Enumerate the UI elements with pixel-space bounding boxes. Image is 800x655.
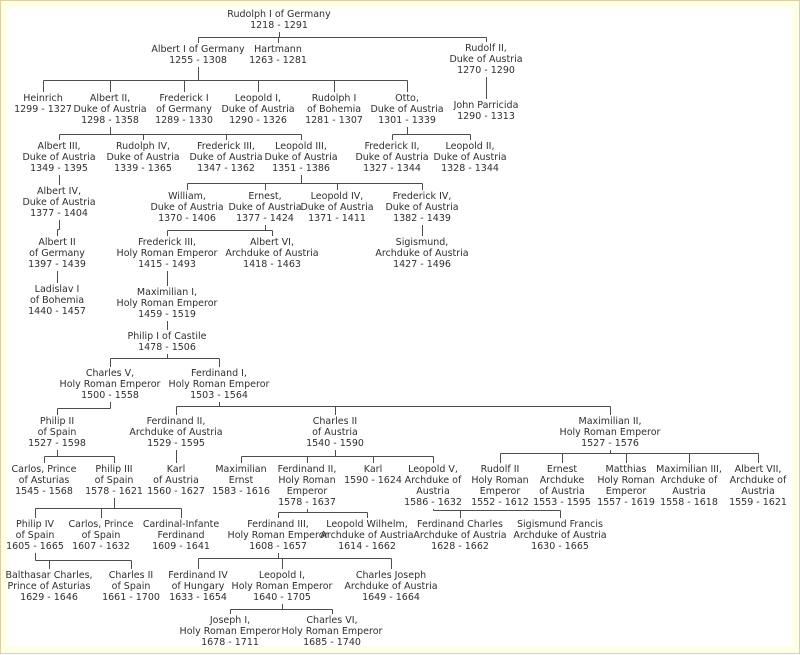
person-maximilian3-austria	[656, 464, 722, 508]
person-albert1-germany	[151, 44, 244, 66]
person-name: Ferdinand III,	[247, 519, 309, 530]
person-name: of Germany	[156, 104, 212, 115]
person-philip4-spain	[6, 519, 64, 552]
person-name: Albert I of Germany	[151, 44, 245, 55]
person-name: Rudolf II	[480, 464, 520, 475]
person-carlos-asturias	[12, 464, 77, 497]
person-name: Ferdinand I,	[191, 368, 247, 379]
person-years: 1347 - 1362	[197, 163, 255, 174]
person-name: Holy Roman Emperor	[231, 581, 333, 592]
person-charles2-spain	[102, 570, 160, 603]
person-leopold2-austria	[433, 141, 506, 174]
person-name: John Parricida	[453, 100, 519, 111]
person-name: Albert III,	[37, 141, 81, 152]
person-years: 1629 - 1646	[20, 592, 78, 603]
person-name: Carlos, Prince	[11, 464, 77, 475]
person-ferdinand2-austria	[129, 416, 222, 449]
person-name: Leopold II,	[445, 141, 495, 152]
person-years: 1298 - 1358	[81, 115, 139, 126]
person-name: Archduke of	[660, 475, 718, 486]
person-years: 1661 - 1700	[102, 592, 160, 603]
person-years: 1440 - 1457	[28, 306, 86, 317]
person-years: 1263 - 1281	[249, 55, 307, 66]
person-name: Duke of Austria	[385, 202, 459, 213]
person-sigismund-austria	[375, 237, 468, 270]
person-frederick1-germany	[155, 93, 213, 126]
person-ernest-archduke	[533, 464, 591, 508]
person-years: 1377 - 1404	[30, 208, 88, 219]
person-name: Duke of Austria	[73, 104, 147, 115]
person-years: 1290 - 1326	[229, 115, 287, 126]
person-years: 1630 - 1665	[531, 541, 589, 552]
person-name: of Austria	[539, 486, 585, 497]
person-name: Leopold Wilhelm,	[326, 519, 408, 530]
person-name: Emperor	[605, 486, 647, 497]
person-hartmann	[249, 44, 307, 66]
person-name: Frederick I	[159, 93, 209, 104]
person-name: Karl	[166, 464, 186, 475]
person-rudolf2-hre	[471, 464, 529, 508]
person-name: Philip IV	[15, 519, 55, 530]
person-years: 1527 - 1598	[28, 438, 86, 449]
person-years: 1503 - 1564	[190, 390, 248, 401]
person-name: of Spain	[94, 475, 134, 486]
person-years: 1270 - 1290	[457, 65, 515, 76]
person-name: Karl	[363, 464, 383, 475]
person-years: 1301 - 1339	[378, 115, 436, 126]
person-name: Philip I of Castile	[127, 331, 207, 342]
person-name: Archduke of Austria	[344, 581, 438, 592]
person-name: Charles II	[108, 570, 154, 581]
person-years: 1281 - 1307	[305, 115, 363, 126]
person-name: Archduke of Austria	[375, 248, 469, 259]
person-years: 1552 - 1612	[471, 497, 529, 508]
person-maximilian1-hre	[117, 287, 218, 320]
person-name: Maximilian III,	[656, 464, 722, 475]
person-name: Duke of Austria	[433, 152, 507, 163]
person-name: Prince of Asturias	[7, 581, 91, 592]
person-name: Frederick IV,	[392, 191, 452, 202]
person-name: Albert VI,	[250, 237, 294, 248]
person-name: Maximilian II,	[578, 416, 642, 427]
person-years: 1382 - 1439	[393, 213, 451, 224]
person-name: Ladislav I	[34, 284, 80, 295]
person-name: Duke of Austria	[355, 152, 429, 163]
person-years: 1459 - 1519	[138, 309, 196, 320]
person-name: Balthasar Charles,	[5, 570, 93, 581]
person-years: 1299 - 1327	[14, 104, 72, 115]
person-name: of Hungary	[171, 581, 225, 592]
person-rudolph1-bohemia	[305, 93, 363, 126]
person-years: 1478 - 1506	[138, 342, 196, 353]
person-name: Albert IV,	[37, 186, 81, 197]
person-name: Ernst	[228, 475, 254, 486]
person-name: William,	[168, 191, 206, 202]
person-philip3-spain	[85, 464, 143, 497]
person-karl	[344, 464, 402, 486]
person-name: Duke of Austria	[370, 104, 444, 115]
person-frederick4-austria	[385, 191, 458, 224]
person-years: 1349 - 1395	[30, 163, 88, 174]
person-years: 1351 - 1386	[272, 163, 330, 174]
person-name: of Spain	[15, 530, 55, 541]
person-name: Cardinal-Infante	[142, 519, 220, 530]
person-name: Rudolph I	[311, 93, 357, 104]
person-name: of Spain	[37, 427, 77, 438]
person-name: Rudolph I of Germany	[227, 9, 331, 20]
tree-nodes	[1, 1, 800, 655]
person-years: 1685 - 1740	[303, 637, 361, 648]
person-years: 1289 - 1330	[155, 115, 213, 126]
person-name: Ferdinand	[157, 530, 205, 541]
person-albert6-austria	[225, 237, 318, 270]
person-name: Maximilian I,	[136, 287, 198, 298]
person-years: 1328 - 1344	[441, 163, 499, 174]
person-name: Charles II	[312, 416, 358, 427]
person-balthasar-charles	[5, 570, 92, 603]
person-years: 1607 - 1632	[72, 541, 130, 552]
person-name: of Bohemia	[29, 295, 85, 306]
person-years: 1605 - 1665	[6, 541, 64, 552]
person-albert3-austria	[22, 141, 95, 174]
person-name: Holy Roman Emperor	[281, 626, 383, 637]
person-name: Maximilian	[215, 464, 267, 475]
person-years: 1558 - 1618	[660, 497, 718, 508]
person-name: Leopold I,	[234, 93, 282, 104]
person-years: 1628 - 1662	[431, 541, 489, 552]
person-name: Duke of Austria	[449, 54, 523, 65]
person-name: Frederick II,	[364, 141, 420, 152]
person-years: 1339 - 1365	[114, 163, 172, 174]
person-joseph1-hre	[180, 615, 281, 648]
person-name: of Spain	[81, 530, 121, 541]
person-years: 1557 - 1619	[597, 497, 655, 508]
person-matthias-hre	[597, 464, 655, 508]
person-ferdinand3-hre	[228, 519, 329, 552]
person-name: of Germany	[29, 248, 85, 259]
person-john-parricida	[454, 100, 519, 122]
person-name: Duke of Austria	[221, 104, 295, 115]
person-rudolph4-austria	[106, 141, 179, 174]
person-name: Holy Roman Emperor	[227, 530, 329, 541]
person-maximilian2-hre	[560, 416, 661, 449]
person-years: 1559 - 1621	[729, 497, 787, 508]
person-rudolf2-austria	[449, 43, 522, 76]
person-name: Archduke of	[404, 475, 462, 486]
person-heinrich	[14, 93, 72, 115]
person-name: Albert VII,	[734, 464, 782, 475]
person-name: Ferdinand II,	[277, 464, 337, 475]
person-name: Duke of Austria	[106, 152, 180, 163]
person-name: Duke of Austria	[189, 152, 263, 163]
person-william-austria	[150, 191, 223, 224]
person-name: Frederick III,	[138, 237, 196, 248]
person-charles6-hre	[282, 615, 383, 648]
person-carlos-spain	[69, 519, 134, 552]
person-name: of Asturias	[18, 475, 70, 486]
person-leopold-wilhelm	[320, 519, 413, 552]
person-name: Archduke of Austria	[413, 530, 507, 541]
person-years: 1377 - 1424	[236, 213, 294, 224]
person-years: 1640 - 1705	[253, 592, 311, 603]
person-ferdinand1-hre	[169, 368, 270, 401]
person-name: Austria	[741, 486, 775, 497]
person-name: Duke of Austria	[150, 202, 224, 213]
person-name: Holy Roman Emperor	[116, 298, 218, 309]
person-name: Sigismund,	[395, 237, 449, 248]
person-name: Holy Roman	[597, 475, 655, 486]
person-frederick3-austria	[189, 141, 262, 174]
person-name: Leopold IV,	[310, 191, 364, 202]
person-frederick2-austria	[355, 141, 428, 174]
person-charles-joseph	[344, 570, 437, 603]
person-name: Duke of Austria	[22, 152, 96, 163]
person-philip1-castile	[128, 331, 207, 353]
person-name: Albert II	[38, 237, 76, 248]
person-years: 1608 - 1657	[249, 541, 307, 552]
person-albert4-austria	[22, 186, 95, 219]
person-name: Rudolph IV,	[115, 141, 171, 152]
person-name: of Austria	[312, 427, 358, 438]
person-years: 1614 - 1662	[338, 541, 396, 552]
person-charles5-hre	[60, 368, 161, 401]
person-cardinal-infante	[143, 519, 219, 552]
person-years: 1633 - 1654	[169, 592, 227, 603]
person-years: 1578 - 1621	[85, 486, 143, 497]
person-name: Ernest,	[248, 191, 282, 202]
person-name: Sigismund Francis	[517, 519, 603, 530]
person-frederick3-hre	[117, 237, 218, 270]
person-leopold1-austria	[221, 93, 294, 126]
person-years: 1560 - 1627	[147, 486, 205, 497]
person-years: 1545 - 1568	[15, 486, 73, 497]
person-name: Frederick III,	[197, 141, 255, 152]
person-years: 1418 - 1463	[243, 259, 301, 270]
person-name: Archduke of Austria	[513, 530, 607, 541]
person-albert2-germany	[28, 237, 86, 270]
person-ferdinand2-hre	[278, 464, 337, 508]
person-name: Holy Roman	[471, 475, 529, 486]
person-years: 1255 - 1308	[169, 55, 227, 66]
person-years: 1371 - 1411	[308, 213, 366, 224]
person-years: 1586 - 1632	[404, 497, 462, 508]
person-name: Holy Roman Emperor	[559, 427, 661, 438]
person-years: 1527 - 1576	[581, 438, 639, 449]
person-name: Leopold V,	[408, 464, 458, 475]
person-name: Archduke of Austria	[320, 530, 414, 541]
person-years: 1529 - 1595	[147, 438, 205, 449]
person-years: 1553 - 1595	[533, 497, 591, 508]
person-name: Ernest	[546, 464, 578, 475]
person-name: of Austria	[153, 475, 199, 486]
person-name: Philip III	[95, 464, 133, 475]
person-name: Ferdinand IV	[168, 570, 228, 581]
person-name: Holy Roman Emperor	[168, 379, 270, 390]
person-name: Duke of Austria	[300, 202, 374, 213]
person-name: Archduke of Austria	[129, 427, 223, 438]
person-ladislav1-bohemia	[28, 284, 86, 317]
person-name: Albert II,	[89, 93, 131, 104]
person-name: Hartmann	[254, 44, 302, 55]
person-leopold1-hre	[232, 570, 333, 603]
person-name: Ferdinand Charles	[417, 519, 503, 530]
person-name: Archduke of	[729, 475, 787, 486]
person-name: Matthias	[605, 464, 647, 475]
person-name: Holy Roman	[278, 475, 336, 486]
person-name: Otto,	[395, 93, 419, 104]
person-sigismund-francis	[513, 519, 606, 552]
person-years: 1590 - 1624	[344, 475, 402, 486]
person-name: Archduke of Austria	[225, 248, 319, 259]
person-name: of Spain	[111, 581, 151, 592]
person-ernest-austria	[228, 191, 301, 224]
person-name: Holy Roman Emperor	[59, 379, 161, 390]
person-years: 1370 - 1406	[158, 213, 216, 224]
person-years: 1290 - 1313	[457, 111, 515, 122]
person-years: 1678 - 1711	[201, 637, 259, 648]
person-name: Joseph I,	[209, 615, 251, 626]
person-charles2-austria	[306, 416, 364, 449]
person-leopold4-austria	[300, 191, 373, 224]
person-name: Leopold I,	[258, 570, 306, 581]
person-name: Leopold III,	[275, 141, 327, 152]
person-name: Duke of Austria	[22, 197, 96, 208]
person-albert2-austria	[73, 93, 146, 126]
person-ferdinand4-hungary	[168, 570, 227, 603]
person-name: Carlos, Prince	[68, 519, 134, 530]
person-years: 1415 - 1493	[138, 259, 196, 270]
person-leopold3-austria	[264, 141, 337, 174]
person-years: 1218 - 1291	[250, 20, 308, 31]
person-years: 1397 - 1439	[28, 259, 86, 270]
person-years: 1609 - 1641	[152, 541, 210, 552]
person-name: Rudolf II,	[465, 43, 507, 54]
person-years: 1649 - 1664	[362, 592, 420, 603]
person-rudolph1-germany	[227, 9, 330, 31]
person-years: 1583 - 1616	[212, 486, 270, 497]
person-years: 1427 - 1496	[393, 259, 451, 270]
person-years: 1327 - 1344	[363, 163, 421, 174]
person-years: 1500 - 1558	[81, 390, 139, 401]
person-years: 1578 - 1637	[278, 497, 336, 508]
person-name: Austria	[672, 486, 706, 497]
person-otto-austria	[370, 93, 443, 126]
person-philip2-spain	[28, 416, 86, 449]
person-karl-of-austria	[147, 464, 205, 497]
person-name: Holy Roman Emperor	[116, 248, 218, 259]
person-maximilian-ernst	[212, 464, 270, 497]
person-name: Charles V,	[85, 368, 135, 379]
person-years: 1540 - 1590	[306, 438, 364, 449]
person-name: Duke of Austria	[264, 152, 338, 163]
person-name: Emperor	[286, 486, 328, 497]
person-name: Archduke	[539, 475, 585, 486]
person-ferdinand-charles	[413, 519, 506, 552]
person-name: Emperor	[479, 486, 521, 497]
person-name: Duke of Austria	[228, 202, 302, 213]
person-name: Heinrich	[23, 93, 63, 104]
person-name: Ferdinand II,	[146, 416, 206, 427]
person-name: Holy Roman Emperor	[179, 626, 281, 637]
person-name: Philip II	[39, 416, 75, 427]
person-name: Austria	[416, 486, 450, 497]
person-name: Charles VI,	[306, 615, 358, 626]
person-albert7-austria	[729, 464, 787, 508]
person-name: of Bohemia	[306, 104, 362, 115]
person-leopold5-austria	[404, 464, 462, 508]
person-name: Charles Joseph	[355, 570, 427, 581]
